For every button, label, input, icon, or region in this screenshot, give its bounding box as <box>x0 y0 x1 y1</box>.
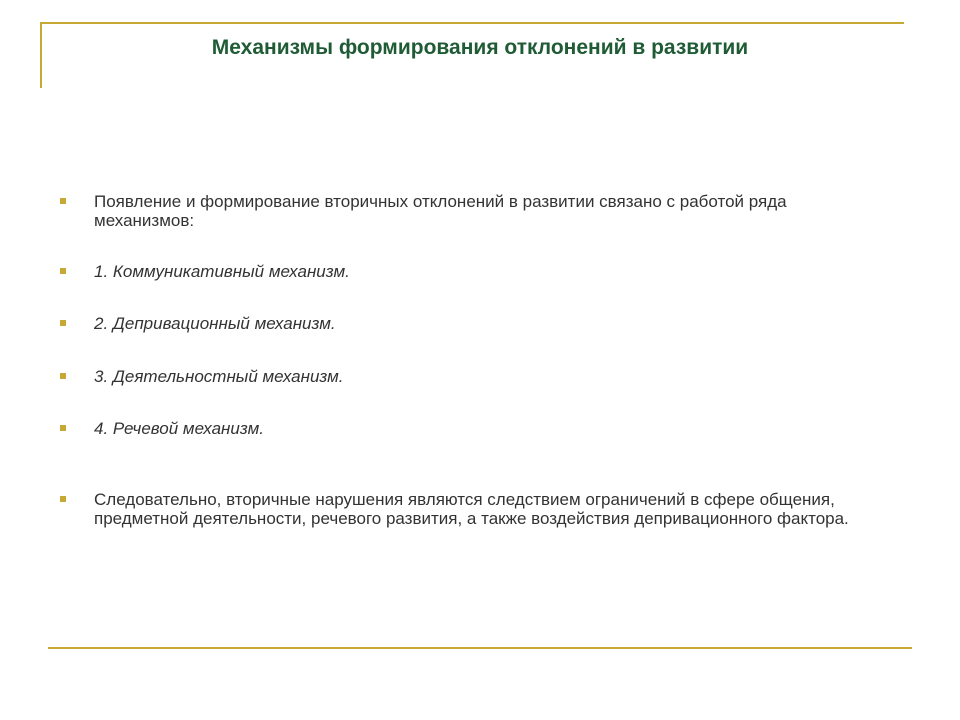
square-bullet-icon <box>60 425 66 431</box>
slide-title: Механизмы формирования отклонений в развитии <box>211 36 749 59</box>
bullet-text: 3. Деятельностный механизм. <box>94 367 344 386</box>
square-bullet-icon <box>60 373 66 379</box>
bullet-mechanism-1 <box>56 262 876 281</box>
bottom-divider <box>48 647 912 649</box>
bullet-conclusion <box>56 490 876 528</box>
bullet-text: 1. Коммуникативный механизм. <box>94 262 350 281</box>
square-bullet-icon <box>60 320 66 326</box>
top-divider <box>40 22 904 24</box>
bullet-intro <box>56 192 876 230</box>
bullet-mechanism-4 <box>56 419 876 438</box>
left-divider <box>40 22 42 88</box>
bullet-mechanism-2 <box>56 314 876 333</box>
bullet-text: Следовательно, вторичные нарушения являются следствием ограничений в сфере общения, предметной деятельности, речевого развития, а также воздействия депривационного фактора. <box>94 490 849 528</box>
bullet-mechanism-3 <box>56 367 876 386</box>
bullet-text: 4. Речевой механизм. <box>94 419 264 438</box>
square-bullet-icon <box>60 496 66 502</box>
square-bullet-icon <box>60 268 66 274</box>
bullet-text: 2. Депривационный механизм. <box>94 314 336 333</box>
square-bullet-icon <box>60 198 66 204</box>
bullet-list <box>56 192 876 528</box>
bullet-text: Появление и формирование вторичных отклонений в развитии связано с работой ряда механизмов: <box>94 192 787 230</box>
